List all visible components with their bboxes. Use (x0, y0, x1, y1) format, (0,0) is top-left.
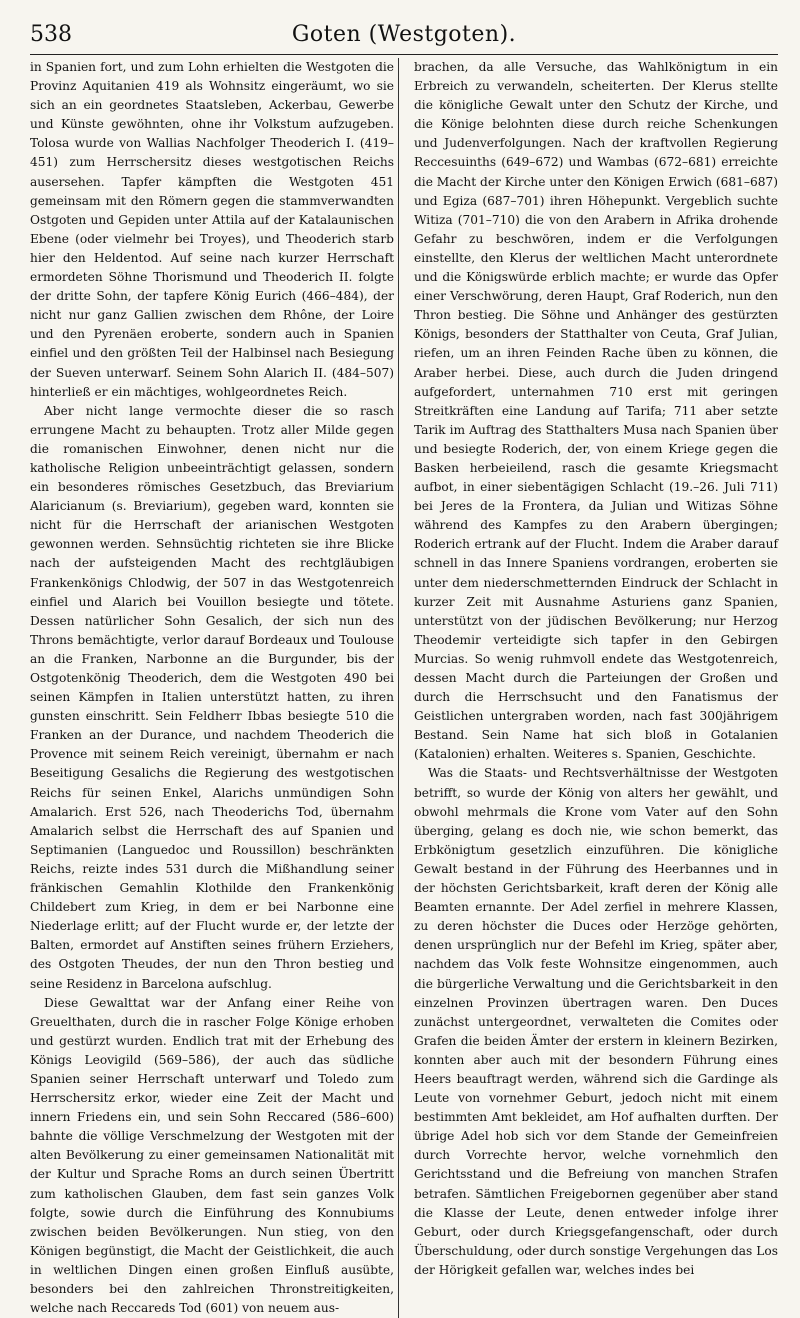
header-rule (30, 54, 778, 55)
column-divider (398, 58, 399, 1318)
paragraph: Diese Gewalttat war der Anfang einer Reihe von Greuelthaten, durch die in rascher Folge Könige erhoben und gestürzt wurden. Endlich trat mit der Erhebung des Königs Leovigild (569–586), der auch das südliche Spanien seiner Herrschaft unterwarf und Toledo zum Herrschersitz erkor, wieder eine Zeit der Macht und innern Friedens ein, und sein Sohn Reccared (586–600) bahnte die völlige Verschmelzung der Westgoten mit der alten Bevölkerung zu einer gemeinsamen Nationalität mit der Kultur und Sprache Roms an durch seinen Übertritt zum katholischen Glauben, dem fast sein ganzes Volk folgte, sowie durch die Einführung des Konnubiums zwischen beiden Bevölkerungen. Nun stieg, von den Königen begünstigt, die Macht der Geistlichkeit, die auch in weltlichen Dingen einen großen Einfluß ausübte, besonders bei den zahlreichen Thronstreitigkeiten, welche nach Reccareds Tod (601) von neuem aus- (30, 995, 394, 1316)
page-header (30, 18, 778, 58)
paragraph: in Spanien fort, und zum Lohn erhielten die Westgoten die Provinz Aquitanien 419 als Wohnsitz eingeräumt, wo sie sich an ein geordnetes Staatsleben, Ackerbau, Gewerbe und Künste gewöhnten, ohne ihr Volkstum aufzugeben. Tolosa wurde von Wallias Nachfolger Theoderich I. (419–451) zum Herrschersitz dieses westgotischen Reichs ausersehen. Tapfer kämpften die Westgoten 451 gemeinsam mit den Römern gegen die stammverwandten Ostgoten und Gepiden unter Attila auf der Katalaunischen Ebene (oder vielmehr bei Troyes), und Theoderich starb hier den Heldentod. Auf seine nach kurzer Herrschaft ermordeten Söhne Thorismund und Theoderich II. folgte der dritte Sohn, der tapfere König Eurich (466–484), der nicht nur ganz Gallien zwischen dem Rhône, der Loire und den Pyrenäen eroberte, sondern auch in Spanien einfiel und den größten Teil der Halbinsel nach Besiegung der Sueven unterwarf. Seinem Sohn Alarich II. (484–507) hinterließ er ein mächtiges, wohlgeordnetes Reich. (30, 60, 394, 399)
right-column (414, 58, 778, 1318)
paragraph: Aber nicht lange vermochte dieser die so rasch errungene Macht zu behaupten. Trotz aller Milde gegen die romanischen Einwohner, denen nicht nur die katholische Religion unbeeinträchtigt gelassen, sondern ein besonderes römisches Gesetzbuch, das Breviarium Alaricianum (s. Breviarium), gegeben ward, konnten sie nicht für die Herrschaft der arianischen Westgoten gewonnen werden. Sehnsüchtig richteten sie ihre Blicke nach der aufsteigenden Macht des rechtgläubigen Frankenkönigs Chlodwig, der 507 in das Westgotenreich einfiel und Alarich bei Vouillon besiegte und tötete. Dessen natürlicher Sohn Gesalich, der sich nun des Throns bemächtigte, verlor darauf Bordeaux und Toulouse an die Franken, Narbonne an die Burgunder, bis der Ostgotenkönig Theoderich, dem die Westgoten 490 bei seinen Kämpfen in Italien unterstützt hatten, zu ihren gunsten einschritt. Sein Feldherr Ibbas besiegte 510 die Franken an der Durance, und nachdem Theoderich die Provence mit seinem Reich vereinigt, übernahm er nach Beseitigung Gesalichs die Regierung des westgotischen Reichs für seinen Enkel, Alarichs unmündigen Sohn Amalarich. Erst 526, nach Theoderichs Tod, übernahm Amalarich selbst die Herrschaft des auf Spanien und Septimanien (Languedoc und Roussillon) beschränkten Reichs, reizte indes 531 durch die Mißhandlung seiner fränkischen Gemahlin Klothilde den Frankenkönig Childebert zum Krieg, in dem er bei Narbonne eine Niederlage erlitt; auf der Flucht wurde er, der letzte der Balten, ermordet auf Anstiften seines frühern Erziehers, des Ostgoten Theudes, der nun den Thron bestieg und seine Residenz in Barcelona aufschlug. (30, 403, 394, 991)
page-number: 538 (30, 22, 72, 47)
paragraph: brachen, da alle Versuche, das Wahlkönigtum in ein Erbreich zu verwandeln, scheiterten. Der Klerus stellte die königliche Gewalt unter den Schutz der Kirche, und die Könige belohnten diese durch reiche Schenkungen und Judenverfolgungen. Nach der kraftvollen Regierung Reccesuinths (649–672) und Wambas (672–681) erreichte die Macht der Kirche unter den Königen Erwich (681–687) und Egiza (687–701) ihren Höhepunkt. Vergeblich suchte Witiza (701–710) die von den Arabern in Afrika drohende Gefahr zu beschwören, indem er die Verfolgungen einstellte, den Klerus der weltlichen Macht unterordnete und die Königswürde erblich machte; er wurde das Opfer einer Verschwörung, deren Haupt, Graf Roderich, nun den Thron bestieg. Die Söhne und Anhänger des gestürzten Königs, besonders der Statthalter von Ceuta, Graf Julian, riefen, um an ihren Feinden Rache üben zu können, die Araber herbei. Diese, auch durch die Juden dringend aufgefordert, unternahmen 710 erst mit geringen Streitkräften eine Landung auf Tarifa; 711 aber setzte Tarik im Auftrag des Statthalters Musa nach Spanien über und besiegte Roderich, der, von einem Kriege gegen die Basken herbeieilend, rasch die gesamte Kriegsmacht aufbot, in einer siebentägigen Schlacht (19.–26. Juli 711) bei Jeres de la Frontera, da Julian und Witizas Söhne während des Kampfes zu den Arabern übergingen; Roderich ertrank auf der Flucht. Indem die Araber darauf schnell in das Innere Spaniens vordrangen, eroberten sie unter dem niederschmetternden Eindruck der Schlacht in kurzer Zeit mit Ausnahme Asturiens ganz Spanien, unterstützt von der jüdischen Bevölkerung; nur Herzog Theodemir verteidigte sich tapfer in den Gebirgen Murcias. So wenig ruhmvoll endete das Westgotenreich, dessen Macht durch die Parteiungen der Großen und durch die Herrschsucht und den Fanatismus der Geistlichen untergraben worden, nach fast 300jährigem Bestand. Sein Name hat sich bloß in Gotalanien (Katalonien) erhalten. Weiteres s. Spanien, Geschichte. (414, 60, 778, 762)
left-column (30, 58, 394, 1318)
text-columns (30, 58, 778, 1318)
paragraph: Was die Staats- und Rechtsverhältnisse der Westgoten betrifft, so wurde der König von alters her gewählt, und obwohl mehrmals die Krone vom Vater auf den Sohn überging, gelang es doch nie, wie schon bemerkt, das Erbkönigtum gesetzlich einzuführen. Die königliche Gewalt bestand in der Führung des Heerbannes und in der höchsten Gerichtsbarkeit, kraft deren der König alle Beamten ernannte. Der Adel zerfiel in mehrere Klassen, zu deren höchster die Duces oder Herzöge gehörten, denen ursprünglich nur der Befehl im Krieg, später aber, nachdem das Volk feste Wohnsitze eingenommen, auch die bürgerliche Verwaltung und die Gerichtsbarkeit in den einzelnen Provinzen übertragen waren. Den Duces zunächst untergeordnet, verwalteten die Comites oder Grafen die beiden Ämter der erstern in kleinern Bezirken, konnten aber auch mit der besondern Führung eines Heers beauftragt werden, während sich die Gardinge als Leute von vornehmer Geburt, jedoch nicht mit einem bestimmten Amt bekleidet, am Hof aufhalten durften. Der übrige Adel hob sich vor dem Stande der Gemeinfreien durch Vorrechte hervor, welche vornehmlich den Gerichtsstand und die Befreiung von manchen Strafen betrafen. Sämtlichen Freigebornen gegenüber aber stand die Klasse der Leute, denen entweder infolge ihrer Geburt, oder durch Kriegsgefangenschaft, oder durch Überschuldung, oder durch sonstige Vergehungen das Los der Hörigkeit gefallen war, welches indes bei (414, 766, 778, 1277)
running-head: Goten (Westgoten). (291, 22, 517, 47)
